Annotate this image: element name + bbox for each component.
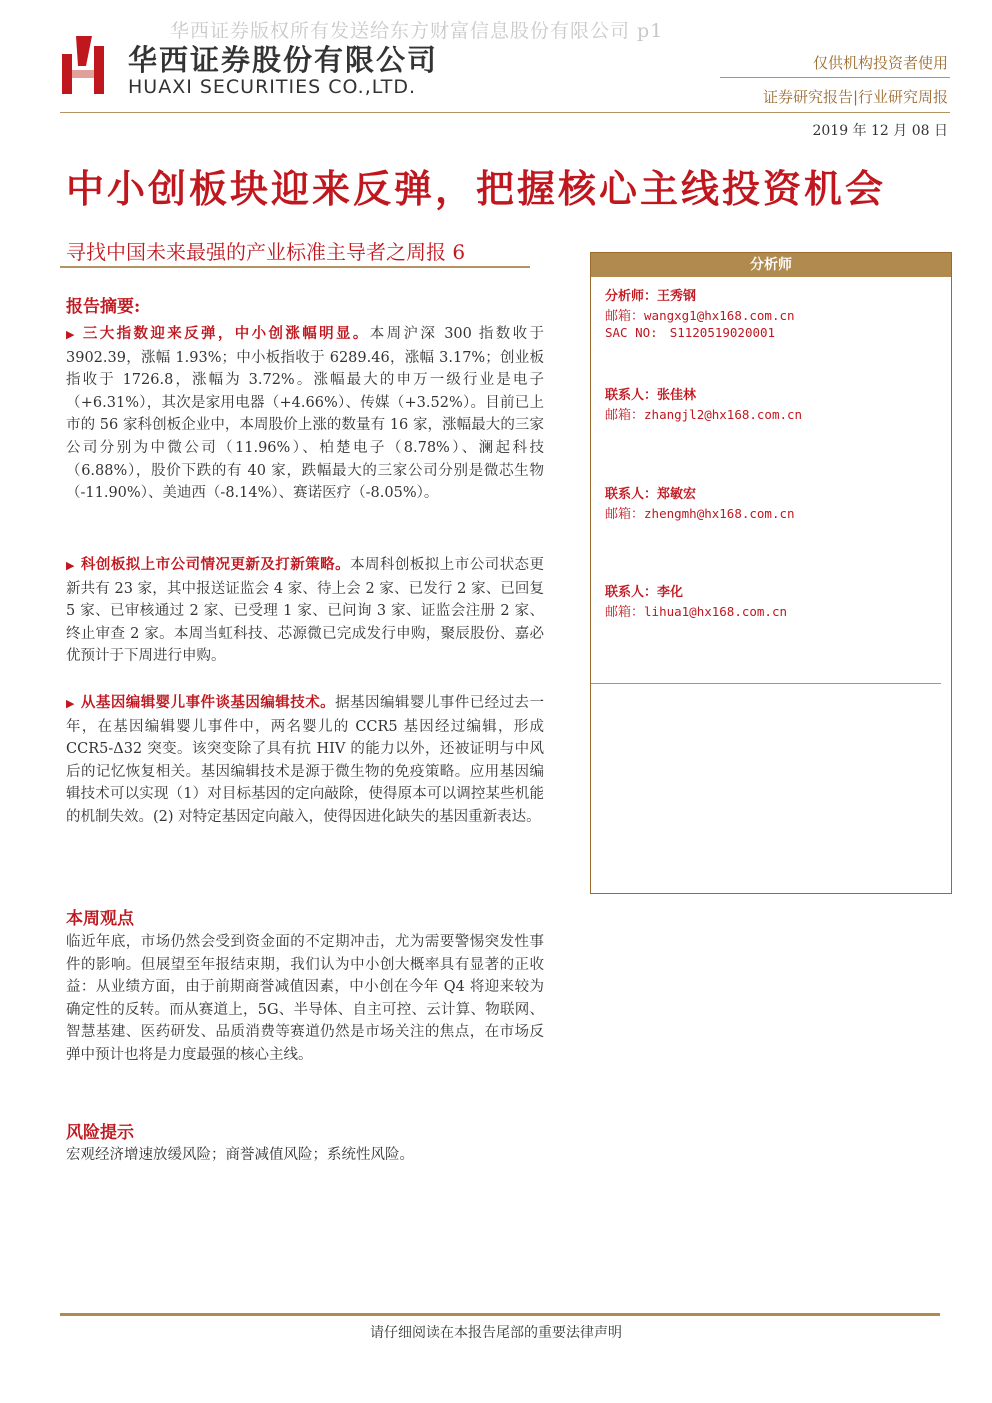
sac-number: S1120519020001 xyxy=(669,325,776,340)
report-subtitle: 寻找中国未来最强的产业标准主导者之周报 6 xyxy=(66,240,466,264)
summary-point-1 xyxy=(66,323,544,505)
email-label: 邮箱： xyxy=(605,507,645,522)
company-name-en: HUAXI SECURITIES CO.,LTD. xyxy=(128,76,416,98)
analyst-name: 分析师：王秀钢 xyxy=(605,289,697,304)
email-label: 邮箱： xyxy=(605,309,645,324)
analyst-box xyxy=(590,252,952,894)
audience-note: 仅供机构投资者使用 xyxy=(812,54,948,72)
bullet-triangle-icon: ▶ xyxy=(66,559,75,572)
summary-point-text: 本周科创板拟上市公司状态更新共有 23 家，其中报送证监会 4 家、待上会 2 家、已发行 2 家、已回复 5 家、已审核通过 2 家、已受理 1 家、已问询 3 家、证监会注册 2 家、终止审查 2 家。本周当虹科技、芯源微已完成发行申购，聚辰股份、嘉必优预计于下周进行申购。 xyxy=(66,557,545,665)
subtitle-underline xyxy=(60,266,530,268)
report-title: 中小创板块迎来反弹，把握核心主线投资机会 xyxy=(66,166,887,211)
bullet-triangle-icon: ▶ xyxy=(66,328,77,341)
summary-point-text: 据基因编辑婴儿事件已经过去一年，在基因编辑婴儿事件中，两名婴儿的 CCR5 基因经过编辑，形成 CCR5-Δ32 突变。该突变除了具有抗 HIV 的能力以外，还被证明与中风后的记忆恢复相关。基因编辑技术是源于微生物的免疫策略。应用基因编辑技术可以实现（1）对目标基因的定向敲除，使得原本可以调控某些机能的机制失效。(2) 对特定基因定向敲入，使得因进化缺失的基因重新表达。 xyxy=(66,695,545,825)
summary-point-3 xyxy=(66,692,544,829)
analyst-box-header: 分析师 xyxy=(591,253,951,277)
email-label: 邮箱： xyxy=(605,605,645,620)
contact-email xyxy=(605,404,802,423)
email-address[interactable]: lihua1@hx168.com.cn xyxy=(644,604,788,619)
email-address[interactable]: wangxg1@hx168.com.cn xyxy=(644,308,795,323)
company-name-cn: 华西证券股份有限公司 xyxy=(128,43,439,77)
analyst-box-divider xyxy=(591,683,941,684)
summary-point-lead: 三大指数迎来反弹，中小创涨幅明显。 xyxy=(82,325,370,342)
analyst-email xyxy=(605,305,795,324)
footer-rule xyxy=(60,1313,940,1316)
contact-name: 联系人：郑敏宏 xyxy=(605,487,697,502)
summary-heading: 报告摘要: xyxy=(66,297,141,317)
report-category: 证券研究报告|行业研究周报 xyxy=(762,88,948,106)
risk-heading: 风险提示 xyxy=(66,1123,134,1143)
weekly-view-heading: 本周观点 xyxy=(66,909,134,929)
contact-email xyxy=(605,601,787,620)
analyst-sac xyxy=(605,325,775,341)
watermark: 华西证券版权所有发送给东方财富信息股份有限公司 p1 xyxy=(170,20,664,42)
header-rule-1 xyxy=(720,77,950,78)
huaxi-logo-icon xyxy=(62,36,112,94)
summary-point-2 xyxy=(66,554,544,668)
weekly-view-text: 临近年底，市场仍然会受到资金面的不定期冲击，尤为需要警惕突发性事件的影响。但展望至年报结束期，我们认为中小创大概率具有显著的正收益：从业绩方面，由于前期商誉减值因素，中小创在今年 Q4 将迎来较为确定性的反转。而从赛道上，5G、半导体、自主可控、云计算、物联网、智慧基建、医药研发、品质消费等赛道仍然是市场关注的焦点，在市场反弹中预计也将是力度最强的核心主线。 xyxy=(66,934,544,1063)
email-label: 邮箱： xyxy=(605,408,645,423)
summary-point-lead: 科创板拟上市公司情况更新及打新策略。 xyxy=(80,556,351,573)
contact-name: 联系人：李化 xyxy=(605,585,684,600)
report-date: 2019 年 12 月 08 日 xyxy=(812,123,948,139)
summary-point-lead: 从基因编辑婴儿事件谈基因编辑技术。 xyxy=(80,694,336,711)
email-address[interactable]: zhengmh@hx168.com.cn xyxy=(644,506,795,521)
legal-notice: 请仔细阅读在本报告尾部的重要法律声明 xyxy=(370,1325,622,1341)
contact-name: 联系人：张佳林 xyxy=(605,388,697,403)
email-address[interactable]: zhangjl2@hx168.com.cn xyxy=(644,407,803,422)
sac-label: SAC NO: xyxy=(605,325,658,340)
risk-text: 宏观经济增速放缓风险；商誉减值风险；系统性风险。 xyxy=(66,1147,414,1163)
bullet-triangle-icon: ▶ xyxy=(66,697,75,710)
header-rule-2 xyxy=(60,112,950,113)
summary-point-text: 本周沪深 300 指数收于 3902.39，涨幅 1.93%；中小板指收于 6289.46，涨幅 3.17%；创业板指收于 1726.8，涨幅为 3.72%。涨幅最大的申万一级行业是电子（+6.31%），其次是家用电器（+4.66%）、传媒（+3.52%）。目前已上市的 56 家科创板企业中，本周股价上涨的数量有 16 家，涨幅最大的三家公司分别为中微公司（11.96%）、柏楚电子（8.78%）、澜起科技（6.88%），股价下跌的有 40 家，跌幅最大的三家公司分别是微芯生物（-11.90%）、美迪西（-8.14%）、赛诺医疗（-8.05%）。 xyxy=(66,326,544,502)
contact-email xyxy=(605,503,795,522)
